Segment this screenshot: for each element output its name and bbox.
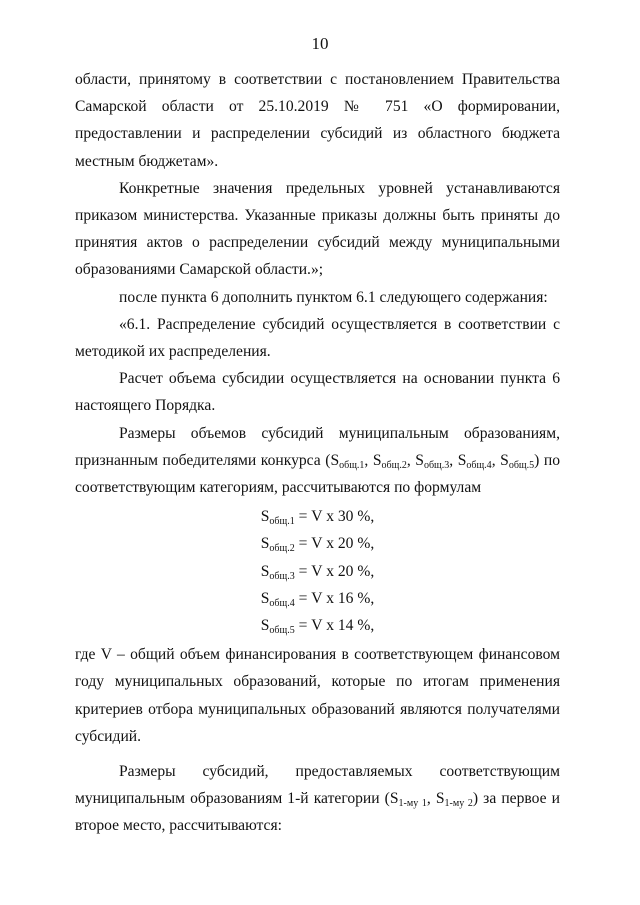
text-line: Размеры объемов субсидий муниципальным образованиям, <box>119 424 560 442</box>
text-line: принятия актов о распределении субсидий между муниципальными <box>75 234 560 252</box>
text-line: субсидий. <box>75 727 142 745</box>
text-line: Размеры субсидий, предоставляемых соответствующим <box>119 763 560 781</box>
paragraph-subsidy-sizes <box>75 420 560 502</box>
text-line: области, принятому в соответствии с постановлением Правительства <box>75 71 560 88</box>
paragraph-definition-v <box>75 641 560 750</box>
text-line: критериев отбора муниципальных образований являются получателями <box>75 700 560 718</box>
text-line: Расчет объема субсидии осуществляется на основании пункта 6 <box>119 370 560 388</box>
text-line: настоящего Порядка. <box>75 397 216 415</box>
paragraph-category-1 <box>75 758 560 840</box>
text-line: соответствующим категориям, рассчитываются по формулам <box>75 479 482 497</box>
text-line-with-subscripts: признанным победителями конкурса ($S_{общ.1}$, $S_{общ.2}$, $S_{общ.3}$, $S_{общ.4}$, $S_{общ.5}$) по <box>75 451 560 471</box>
text-line: местным бюджетам». <box>75 152 219 170</box>
paragraph-6-1 <box>75 311 560 365</box>
text-line-with-subscripts: муниципальным образованиям 1-й категории ($S_{1-му 1}$, $S_{1-му 2}$) за первое и <box>75 790 560 810</box>
text-line: «6.1. Распределение субсидий осуществляется в соответствии с <box>119 315 560 333</box>
text-line: предоставлении и распределении субсидий из областного бюджета <box>75 125 560 143</box>
page-number: 10 <box>311 34 329 53</box>
text-line: Самарской области от 25.10.2019 № 751 «О формировании, <box>75 98 560 116</box>
formula: $S_{общ.5} = V$ x 14 %, <box>260 617 375 637</box>
document-body <box>75 66 560 840</box>
paragraph-amendment-intro <box>75 284 560 311</box>
text-line: методикой их распределения. <box>75 343 271 361</box>
paragraph-calculation <box>75 365 560 419</box>
paragraph-limit-values <box>75 175 560 284</box>
text-line: Конкретные значения предельных уровней устанавливаются <box>119 179 560 197</box>
text-line: после пункта 6 дополнить пунктом 6.1 следующего содержания: <box>119 288 548 306</box>
formula: $S_{общ.1} = V$ x 30 %, <box>260 508 375 528</box>
text-line: где V – общий объем финансирования в соответствующем финансовом <box>75 646 560 664</box>
formula: $S_{общ.2} = V$ x 20 %, <box>260 535 375 555</box>
text-line: приказом министерства. Указанные приказы должны быть приняты до <box>75 207 560 225</box>
text-line: образованиями Самарской области.»; <box>75 261 324 279</box>
text-line: году муниципальных образований, которые по итогам применения <box>75 673 560 691</box>
paragraph-regulation-reference <box>75 66 560 175</box>
formula: $S_{общ.4} = V$ x 16 %, <box>260 589 375 609</box>
formula-list <box>75 501 560 641</box>
formula: $S_{общ.3} = V$ x 20 %, <box>260 562 375 582</box>
text-line: второе место, рассчитываются: <box>75 817 282 835</box>
